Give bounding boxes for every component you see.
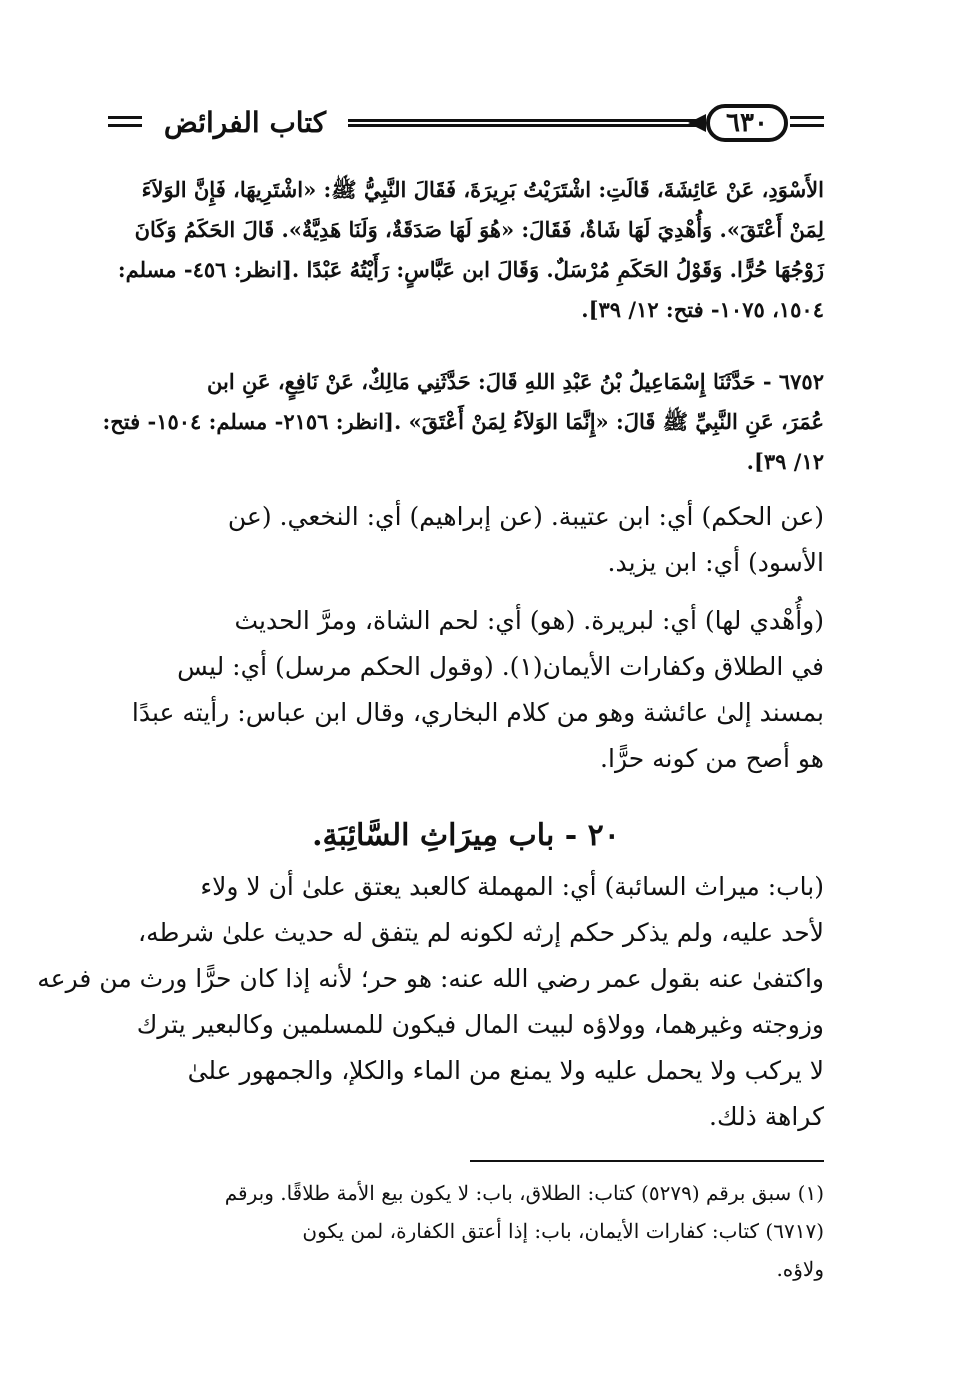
text-line: (٦٧١٧) كتاب: كفارات الأيمان، باب: إذا أعتق الكفارة، لمن يكون <box>302 1219 824 1243</box>
page-number: ٦٣٠ <box>706 104 788 142</box>
header-rule <box>348 119 704 127</box>
text-line: كراهة ذلك. <box>709 1102 824 1131</box>
text-line: (١) سبق برقم (٥٢٧٩) كتاب: الطلاق، باب: لا يكون بيع الأمة طلاقًا. وبرقم <box>224 1181 824 1205</box>
text-line: بمسند إلىٰ عائشة وهو من كلام البخاري، وقال ابن عباس: رأيته عبدًا <box>131 698 824 727</box>
commentary-paragraph-3 <box>37 864 824 1140</box>
header-right-ornament <box>790 116 824 130</box>
text-line: الأَسْوَدِ، عَنْ عَائِشَةَ، قَالَتِ: اشْتَرَيْتُ بَرِيرَةَ، فَقَالَ النَّبِيُّ ﷺ: «اشْتَرِيهَا، فَإِنَّ الوَلاَءَ <box>141 177 824 202</box>
section-heading: ٢٠ - باب مِيرَاثِ السَّائِبَةِ. <box>312 818 620 853</box>
commentary-paragraph-1 <box>108 494 824 586</box>
text-line: لأحد عليه، ولم يذكر حكم إرثه لكونه لم يتفق له حديث علىٰ شرطه، <box>138 918 824 947</box>
text-line: ١٥٠٤، ١٠٧٥- فتح: ١٢/ ٣٩]. <box>581 297 824 322</box>
text-line: (باب: ميراث السائبة) أي: المهملة كالعبد يعتق علىٰ أن لا ولاء <box>200 872 824 901</box>
page-header <box>108 100 824 150</box>
book-title: كتاب الفرائض <box>163 106 327 139</box>
text-line: وزوجته وغيرهما، وولاؤه لبيت المال فيكون للمسلمين وكالبعير يترك <box>136 1010 824 1039</box>
hadith-text-1 <box>108 170 824 330</box>
footnote <box>108 1174 824 1288</box>
text-line: ولاؤه. <box>776 1257 824 1281</box>
text-line: الأسود) أي: ابن يزيد. <box>607 548 824 577</box>
text-line: زَوْجُهَا حُرًّا. وَقَوْلُ الحَكَمِ مُرْسَلٌ. وَقَالَ ابن عَبَّاسٍ: رَأَيْتُهُ عَبْدًا .[انظر: ٤٥٦- مسلم: <box>117 257 824 282</box>
text-line: ٦٧٥٢ - حَدَّثَنَا إِسْمَاعِيلُ بْنُ عَبْدِ اللهِ قَالَ: حَدَّثَنِي مَالِكٌ، عَنْ نَافِعٍ، عَنِ ابن <box>207 369 824 394</box>
text-line: ١٢/ ٣٩]. <box>746 449 824 474</box>
text-line: في الطلاق وكفارات الأيمان(١). (وقول الحكم مرسل) أي: ليس <box>177 652 824 681</box>
text-line: (عن الحكم) أي: ابن عتيبة. (عن إبراهيم) أي: النخعي. (عن <box>227 502 824 531</box>
text-line: لا يركب ولا يحمل عليه ولا يمنع من الماء والكلإ، والجمهور علىٰ <box>187 1056 824 1085</box>
text-line: هو أصح من كونه حرًّا. <box>600 744 824 773</box>
text-line: لِمَنْ أَعْتَقَ». وَأُهْدِيَ لَهَا شَاةٌ، فَقَالَ: «هُوَ لَهَا صَدَقَةٌ، وَلَنَا هَدِيَّةٌ». قَالَ الحَكَمُ وَكَانَ <box>134 217 824 242</box>
text-line: (وأُهْدي لها) أي: لبريرة. (هو) أي: لحم الشاة، ومرَّ الحديث <box>234 606 824 635</box>
text-line: عُمَرَ، عَنِ النَّبِيِّ ﷺ قَالَ: «إِنَّمَا الوَلاَءُ لِمَنْ أَعْتَقَ» .[انظر: ٢١٥٦- مسلم: ١٥٠٤- فتح: <box>102 409 824 434</box>
hadith-text-2 <box>102 362 824 482</box>
header-left-ornament <box>108 116 142 130</box>
commentary-paragraph-2 <box>108 598 824 782</box>
footnote-divider <box>470 1160 824 1162</box>
text-line: واكتفىٰ عنه بقول عمر رضي الله عنه: هو حر؛ لأنه إذا كان حرًّا ورث من فرعه <box>37 964 824 993</box>
header-rule-arrow <box>688 114 706 132</box>
